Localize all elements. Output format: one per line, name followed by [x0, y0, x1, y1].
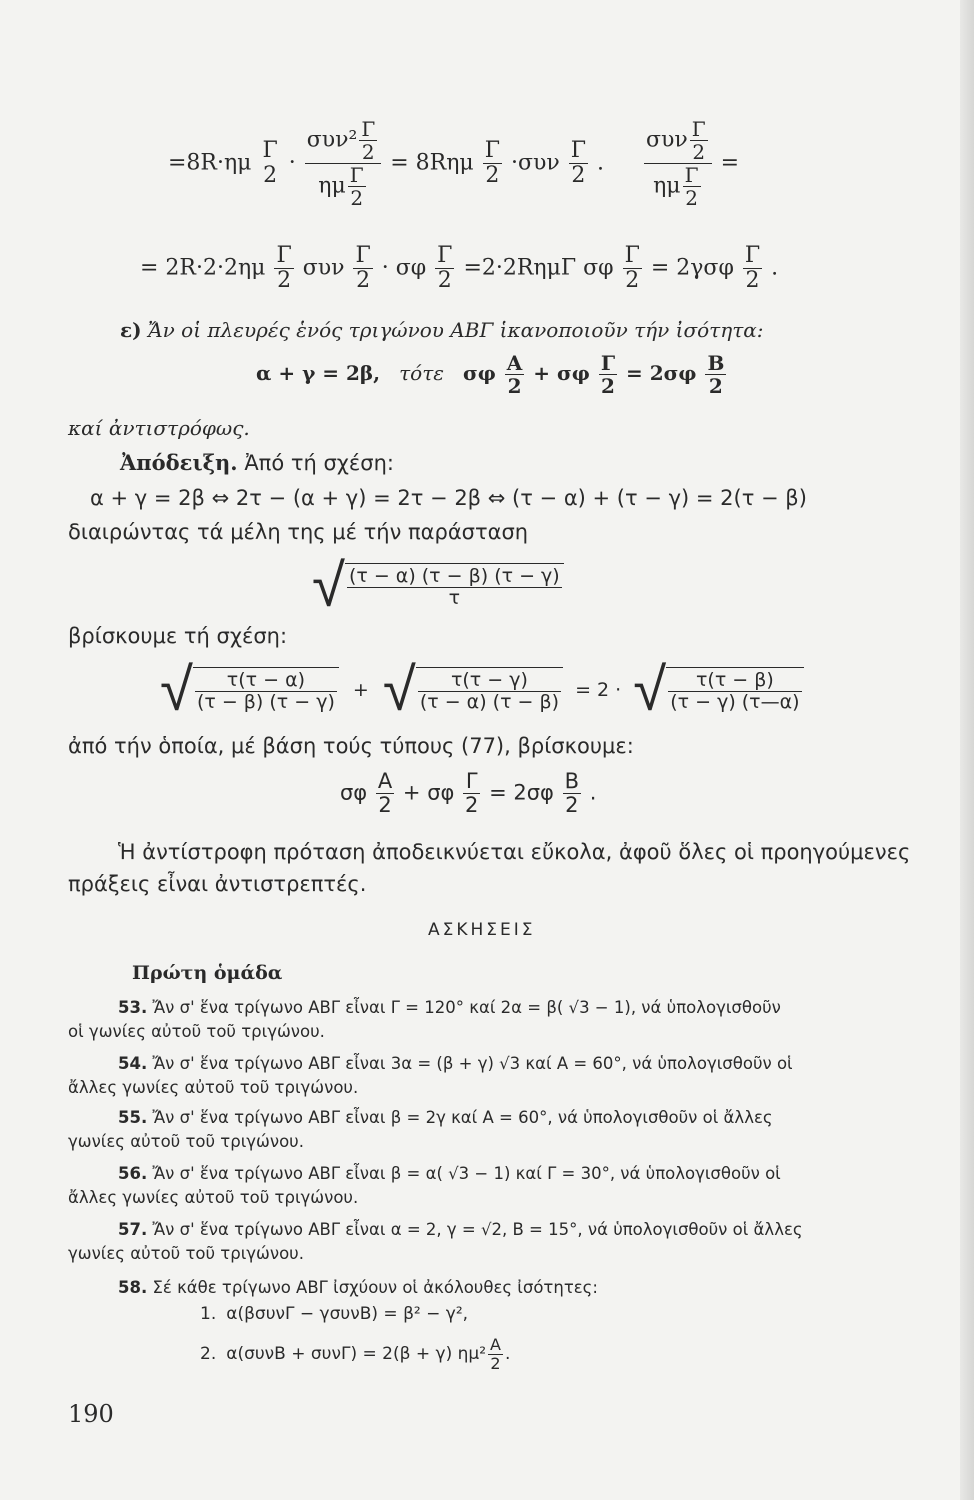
equation-line-2: = 2R·2·2ημ $\frac{\Gamma}{2}$ συν $\frac{\Gamma}{2}$ · σφ $\frac{\Gamma}{2}$ =2·2RημΓ σφ $\frac{\Gamma}{2}$ = 2γσφ $\frac{\Gamma}{2}$ . [140, 243, 779, 294]
exercise-56: 56. Ἄν σ' ἕνα τρίγωνο ΑΒΓ εἶναι β = α( √3 − 1) καί Γ = 30°, νά ὑπολογισθοῦν οἱ ἄλλες γωνίες αὐτοῦ τοῦ τριγώνου. [68, 1164, 781, 1207]
exercise-53: 53. Ἄν σ' ἕνα τρίγωνο ΑΒΓ εἶναι Γ = 120° καί 2α = β( √3 − 1), νά ὑπολογισθοῦν οἱ γωνίες αὐτοῦ τοῦ τριγώνου. [68, 998, 781, 1041]
page-edge [960, 0, 974, 1500]
proof-radical-equation: √ $\frac{\tau(\tau - \alpha)}{(\tau - \beta) (\tau - \gamma)}$ + √ $\frac{\tau(\tau - \gamma)}{(\tau - \alpha) (\tau - \beta)}$ = 2 · √ $\frac{\tau(\tau - \beta)}{(\tau - \gamma) (\tau—\alpha)}$ [160, 660, 804, 720]
proof-radical: √ $\frac{(\tau - \alpha) (\tau - \beta) (\tau - \gamma)}{\tau}$ [312, 556, 564, 616]
proof-result: σφ $\frac{A}{2}$ + σφ $\frac{\Gamma}{2}$ = 2σφ $\frac{B}{2}$ . [340, 769, 597, 818]
exercise-57: 57. Ἄν σ' ἕνα τρίγωνο ΑΒΓ εἶναι α = 2, γ = √2, Β = 15°, νά ὑπολογισθοῦν οἱ ἄλλες γωνίες αὐτοῦ τοῦ τριγώνου. [68, 1220, 803, 1263]
proof-line-1: α + γ = 2β ⇔ 2τ − (α + γ) = 2τ − 2β ⇔ (τ − α) + (τ − γ) = 2(τ − β) [90, 486, 807, 510]
equation-line-1: =8R·ημ Γ 2 · συν² $\frac{\Gamma}{2}$ ημ $\frac{\Gamma}{2}$ = 8Rημ $\frac{\Gamma}{2}$ ·συν $\frac{\Gamma}{2}$ . συν $\frac{\Gamma}{2}$ ημ $\frac{\Gamma}{2}$ = [168, 117, 740, 210]
converse-paragraph-2: πράξεις εἶναι ἀντιστρεπτές. [68, 872, 367, 896]
section-e-statement: ε) Ἄν οἱ πλευρές ἑνός τριγώνου ΑΒΓ ἱκανοποιοῦν τήν ἰσότητα: [120, 318, 764, 342]
exercises-group-title: Πρώτη ὁμάδα [132, 962, 283, 984]
proof-intro: Ἀπόδειξη. Ἀπό τή σχέση: [120, 450, 394, 475]
section-e-formula: α + γ = 2β, τότε σφ $\frac{A}{2}$ + σφ $\frac{\Gamma}{2}$ = 2σφ $\frac{B}{2}$ [256, 351, 725, 398]
proof-line-3: βρίσκουμε τή σχέση: [68, 624, 288, 648]
fraction-syn2-over-hm: συν² $\frac{\Gamma}{2}$ ημ $\frac{\Gamma}{2}$ [305, 118, 381, 209]
exercise-58-item-2: 2. α(συνΒ + συνΓ) = 2(β + γ) ημ² $\frac{A}{2}$ . [200, 1335, 511, 1373]
converse-paragraph-1: Ἡ ἀντίστροφη πρόταση ἀποδεικνύεται εὔκολα, ἀφοῦ ὅλες οἱ προηγούμενες [118, 840, 911, 864]
page-number: 190 [68, 1400, 114, 1428]
proof-line-2: διαιρώντας τά μέλη της μέ τήν παράσταση [68, 520, 529, 544]
exercise-55: 55. Ἄν σ' ἕνα τρίγωνο ΑΒΓ εἶναι β = 2γ καί Α = 60°, νά ὑπολογισθοῦν οἱ ἄλλες γωνίες αὐτοῦ τοῦ τριγώνου. [68, 1108, 773, 1151]
exercise-58: 58. Σέ κάθε τρίγωνο ΑΒΓ ἰσχύουν οἱ ἀκόλουθες ἰσότητες: [118, 1278, 598, 1297]
proof-line-4: ἀπό τήν ὁποία, μέ βάση τούς τύπους (77), βρίσκουμε: [68, 734, 634, 758]
fraction-syn-over-hm: συν $\frac{\Gamma}{2}$ ημ $\frac{\Gamma}{2}$ [644, 118, 712, 209]
exercise-58-item-1: 1. α(βσυνΓ − γσυνΒ) = β² − γ², [200, 1304, 469, 1324]
fraction-g-2: Γ 2 [262, 138, 278, 188]
exercises-heading: ΑΣΚΗΣΕΙΣ [428, 920, 536, 940]
exercise-54: 54. Ἄν σ' ἕνα τρίγωνο ΑΒΓ εἶναι 3α = (β + γ) √3 καί Α = 60°, νά ὑπολογισθοῦν οἱ ἄλλες γωνίες αὐτοῦ τοῦ τριγώνου. [68, 1054, 793, 1097]
section-e-converse: καί ἀντιστρόφως. [68, 416, 250, 440]
